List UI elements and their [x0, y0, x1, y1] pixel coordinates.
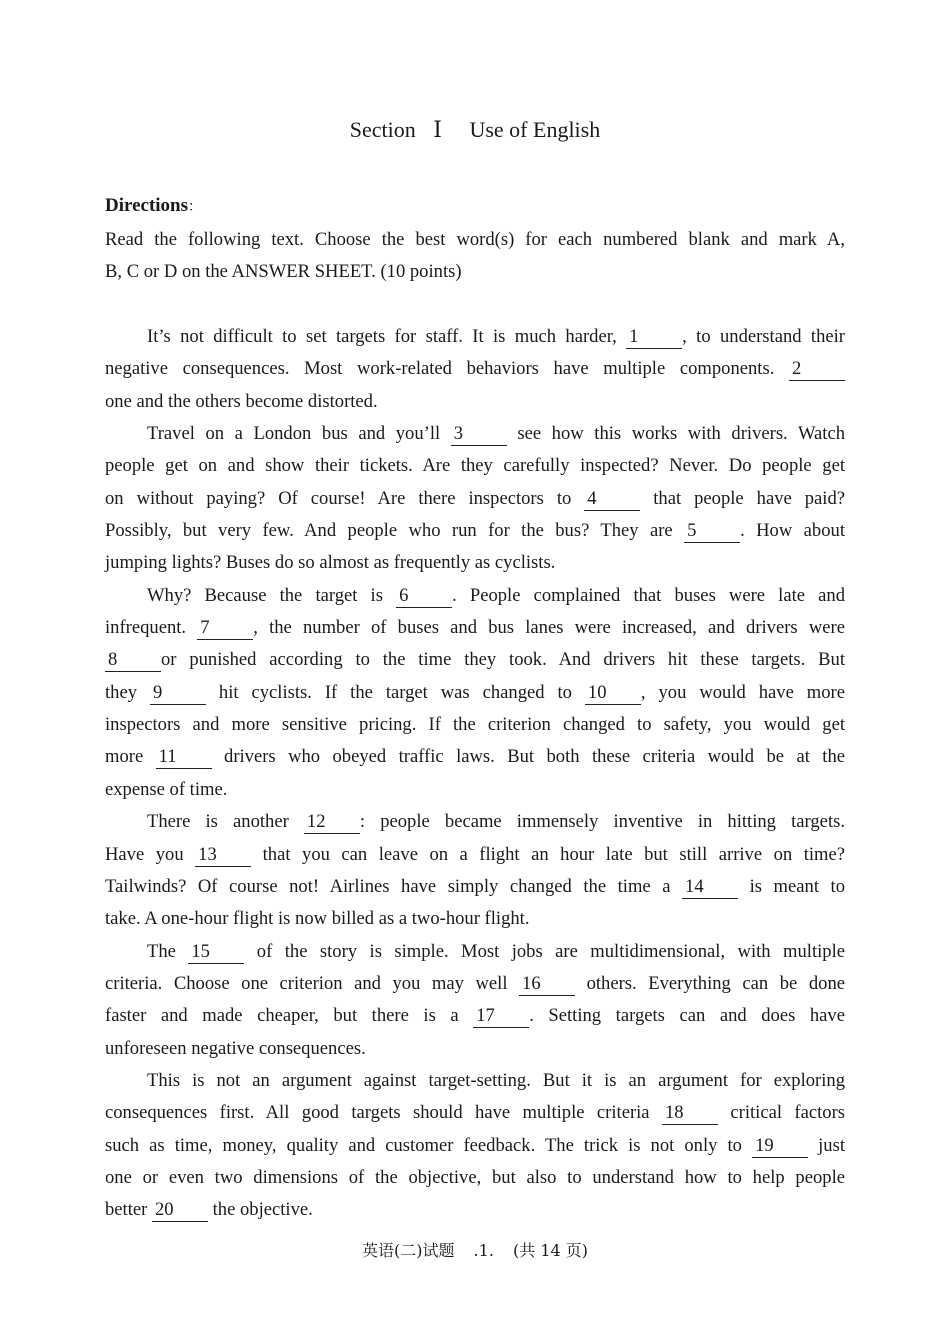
directions-heading-text: Directions — [105, 195, 189, 216]
numbered-blank: 1 — [626, 326, 682, 349]
passage-text: they — [105, 681, 150, 703]
passage-line — [105, 612, 845, 644]
numbered-blank: 18 — [662, 1102, 718, 1125]
passage-text: expense of time. — [105, 778, 228, 800]
passage-text: Tailwinds? Of course not! Airlines have simply changed the time a — [105, 875, 683, 897]
passage-line — [105, 547, 845, 579]
passage-text: more — [105, 746, 156, 768]
passage-text: Possibly, but very few. And people who run for the bus? They are — [105, 520, 685, 542]
footer-subject: 英语(二)试题 — [361, 1241, 455, 1260]
passage-line — [105, 1162, 845, 1194]
passage-text: Why? Because the target is — [147, 584, 397, 606]
passage-line — [105, 515, 845, 547]
passage-line — [105, 968, 845, 1000]
passage-text: , the number of buses and bus lanes were increased, and drivers were — [253, 617, 845, 639]
section-name: Use of English — [469, 117, 601, 142]
passage-line — [105, 483, 845, 515]
passage-text: just — [808, 1134, 846, 1156]
passage-text: Have you — [105, 843, 196, 865]
numbered-blank: 6 — [396, 585, 452, 608]
passage-text: people get on and show their tickets. Are they carefully inspected? Never. Do people get — [105, 455, 845, 477]
numbered-blank: 13 — [195, 844, 251, 867]
numbered-blank: 4 — [584, 488, 640, 511]
passage-text: better — [105, 1199, 152, 1221]
passage-text: : people became immensely inventive in hitting targets. — [359, 811, 845, 833]
passage-text: unforeseen negative consequences. — [105, 1037, 366, 1059]
passage-text: infrequent. — [105, 617, 198, 639]
passage-text: the objective. — [207, 1199, 313, 1221]
numbered-blank: 11 — [156, 746, 212, 769]
passage-text: or punished according to the time they took. And drivers hit these targets. But — [161, 649, 845, 671]
passage-text: jumping lights? Buses do so almost as frequently as cyclists. — [105, 552, 556, 574]
passage-text: that you can leave on a flight an hour late but still arrive on time? — [251, 843, 846, 865]
passage-text: . How about — [740, 520, 845, 542]
numbered-blank: 15 — [188, 941, 244, 964]
passage-text: is meant to — [738, 875, 845, 897]
passage-line — [105, 677, 845, 709]
passage-text: There is another — [147, 811, 304, 833]
passage-line — [105, 580, 845, 612]
passage — [105, 321, 845, 1227]
passage-line — [105, 1097, 845, 1129]
passage-text: on without paying? Of course! Are there inspectors to — [105, 487, 585, 509]
passage-line — [105, 321, 845, 353]
directions-line: Read the following text. Choose the best word(s) for each numbered blank and mark A, — [105, 229, 845, 250]
passage-line — [105, 903, 845, 935]
passage-line — [105, 1033, 845, 1065]
passage-text: consequences first. All good targets should have multiple criteria — [105, 1102, 662, 1124]
passage-line — [105, 871, 845, 903]
directions-colon: ： — [188, 200, 203, 215]
section-title — [0, 117, 950, 143]
passage-text: one and the others become distorted. — [105, 390, 378, 412]
passage-line — [105, 1000, 845, 1032]
passage-text: , you would have more — [640, 681, 845, 703]
directions-heading — [105, 195, 202, 217]
numbered-blank: 5 — [684, 520, 740, 543]
passage-text: The — [147, 940, 189, 962]
numbered-blank: 10 — [585, 682, 641, 705]
numbered-blank: 17 — [473, 1005, 529, 1028]
passage-text: , to understand their — [682, 326, 845, 347]
passage-text: hit cyclists. If the target was changed to — [205, 681, 585, 703]
numbered-blank: 8 — [105, 649, 161, 672]
passage-line — [105, 1194, 845, 1226]
numbered-blank: 16 — [519, 973, 575, 996]
footer-page-number: .1. — [473, 1241, 494, 1260]
passage-text: critical factors — [717, 1102, 846, 1124]
passage-text: that people have paid? — [640, 487, 846, 509]
page-footer — [0, 1238, 950, 1261]
passage-text: inspectors and more sensitive pricing. If the criterion changed to safety, you would get — [105, 714, 845, 736]
passage-text: criteria. Choose one criterion and you may well — [105, 972, 520, 994]
passage-line — [105, 1065, 845, 1097]
numbered-blank: 3 — [451, 423, 507, 446]
passage-line — [105, 353, 845, 385]
passage-text: such as time, money, quality and customer feedback. The trick is not only to — [105, 1134, 753, 1156]
passage-text: . Setting targets can and does have — [529, 1005, 845, 1027]
numbered-blank: 20 — [152, 1199, 208, 1222]
section-label: Section — [349, 117, 416, 142]
passage-text: Travel on a London bus and you’ll — [147, 423, 451, 445]
passage-line — [105, 418, 845, 450]
passage-text: drivers who obeyed traffic laws. But both these criteria would be at the — [211, 746, 845, 768]
directions-line: B, C or D on the ANSWER SHEET. (10 points) — [105, 261, 462, 283]
passage-line — [105, 709, 845, 741]
passage-line — [105, 386, 845, 418]
passage-text: . People complained that buses were late and — [452, 584, 845, 606]
numbered-blank: 7 — [197, 617, 253, 640]
directions-text — [105, 224, 845, 289]
passage-line — [105, 450, 845, 482]
numbered-blank: 9 — [150, 682, 206, 705]
passage-line — [105, 936, 845, 968]
passage-line — [105, 741, 845, 773]
numbered-blank: 14 — [682, 876, 738, 899]
passage-text: take. A one-hour flight is now billed as a two-hour flight. — [105, 908, 530, 930]
passage-text: negative consequences. Most work-related behaviors have multiple components. — [105, 358, 789, 380]
passage-text: others. Everything can be done — [575, 972, 845, 994]
passage-text: This is not an argument against target-setting. But it is an argument for exploring — [147, 1069, 845, 1091]
passage-text: It’s not difficult to set targets for staff. It is much harder, — [147, 326, 627, 347]
numbered-blank: 19 — [752, 1135, 808, 1158]
passage-text: one or even two dimensions of the objective, but also to understand how to help people — [105, 1166, 845, 1188]
passage-text: faster and made cheaper, but there is a — [105, 1005, 474, 1027]
passage-line — [105, 644, 845, 676]
passage-line — [105, 806, 845, 838]
section-numeral: Ⅰ — [433, 117, 442, 142]
numbered-blank: 2 — [789, 358, 845, 381]
passage-line — [105, 1130, 845, 1162]
passage-line — [105, 774, 845, 806]
passage-text: see how this works with drivers. Watch — [506, 423, 845, 445]
numbered-blank: 12 — [304, 811, 360, 834]
passage-line — [105, 839, 845, 871]
passage-text: of the story is simple. Most jobs are multidimensional, with multiple — [244, 940, 846, 962]
footer-total-pages: (共 14 页) — [513, 1241, 589, 1260]
